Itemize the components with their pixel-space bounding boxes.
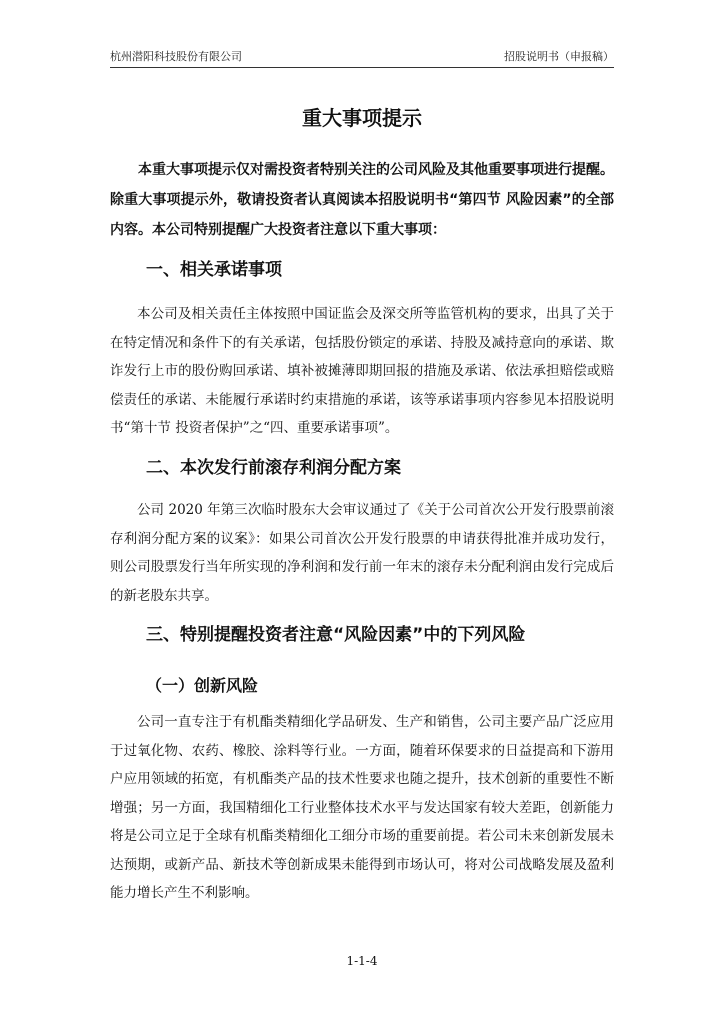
section-heading-risk-factors: 三、特别提醒投资者注意“风险因素”中的下列风险 [146, 625, 526, 645]
section-heading-commitments: 一、相关承诺事项 [146, 260, 282, 280]
section-body-commitments: 本公司及相关责任主体按照中国证监会及深交所等监管机构的要求，出具了关于在特定情况和条件下的有关承诺，包括股份锁定的承诺、持股及减持意向的承诺、欺诈发行上市的股份购回承诺、填补被摊薄即期回报的措施及承诺、依法承担赔偿或赔偿责任的承诺、未能履行承诺时约束措施的承诺，该等承诺事项内容参见本招股说明书“第十节 投资者保护”之“四、重要承诺事项”。 [110, 306, 614, 436]
section-body-profit-distribution: 公司 2020 年第三次临时股东大会审议通过了《关于公司首次公开发行股票前滚存利润分配方案的议案》：如果公司首次公开发行股票的申请获得批准并成功发行，则公司股票发行当年所实现的净利润和发行前一年末的滚存未分配利润由发行完成后的新老股东共享。 [110, 502, 614, 604]
subsection-heading-innovation-risk: （一）创新风险 [146, 676, 259, 695]
intro-paragraph: 本重大事项提示仅对需投资者特别关注的公司风险及其他重要事项进行提醒。除重大事项提示外，敬请投资者认真阅读本招股说明书“第四节 风险因素”的全部内容。本公司特别提醒广大投资者注意以下重大事项： [110, 162, 614, 238]
section-heading-profit-distribution: 二、本次发行前滚存利润分配方案 [146, 458, 401, 478]
header-document-type: 招股说明书（申报稿） [504, 50, 614, 63]
page-title: 重大事项提示 [302, 106, 422, 130]
page-number: 1-1-4 [346, 954, 378, 968]
header-company-name: 杭州潜阳科技股份有限公司 [110, 50, 242, 63]
page-header [110, 49, 614, 68]
subsection-body-innovation-risk: 公司一直专注于有机酯类精细化学品研发、生产和销售，公司主要产品广泛应用于过氧化物、农药、橡胶、涂料等行业。一方面，随着环保要求的日益提高和下游用户应用领域的拓宽，有机酯类产品的技术性要求也随之提升，技术创新的重要性不断增强；另一方面，我国精细化工行业整体技术水平与发达国家有较大差距，创新能力将是公司立足于全球有机酯类精细化工细分市场的重要前提。若公司未来创新发展未达预期，或新产品、新技术等创新成果未能得到市场认可，将对公司战略发展及盈利能力增长产生不利影响。 [110, 714, 614, 901]
